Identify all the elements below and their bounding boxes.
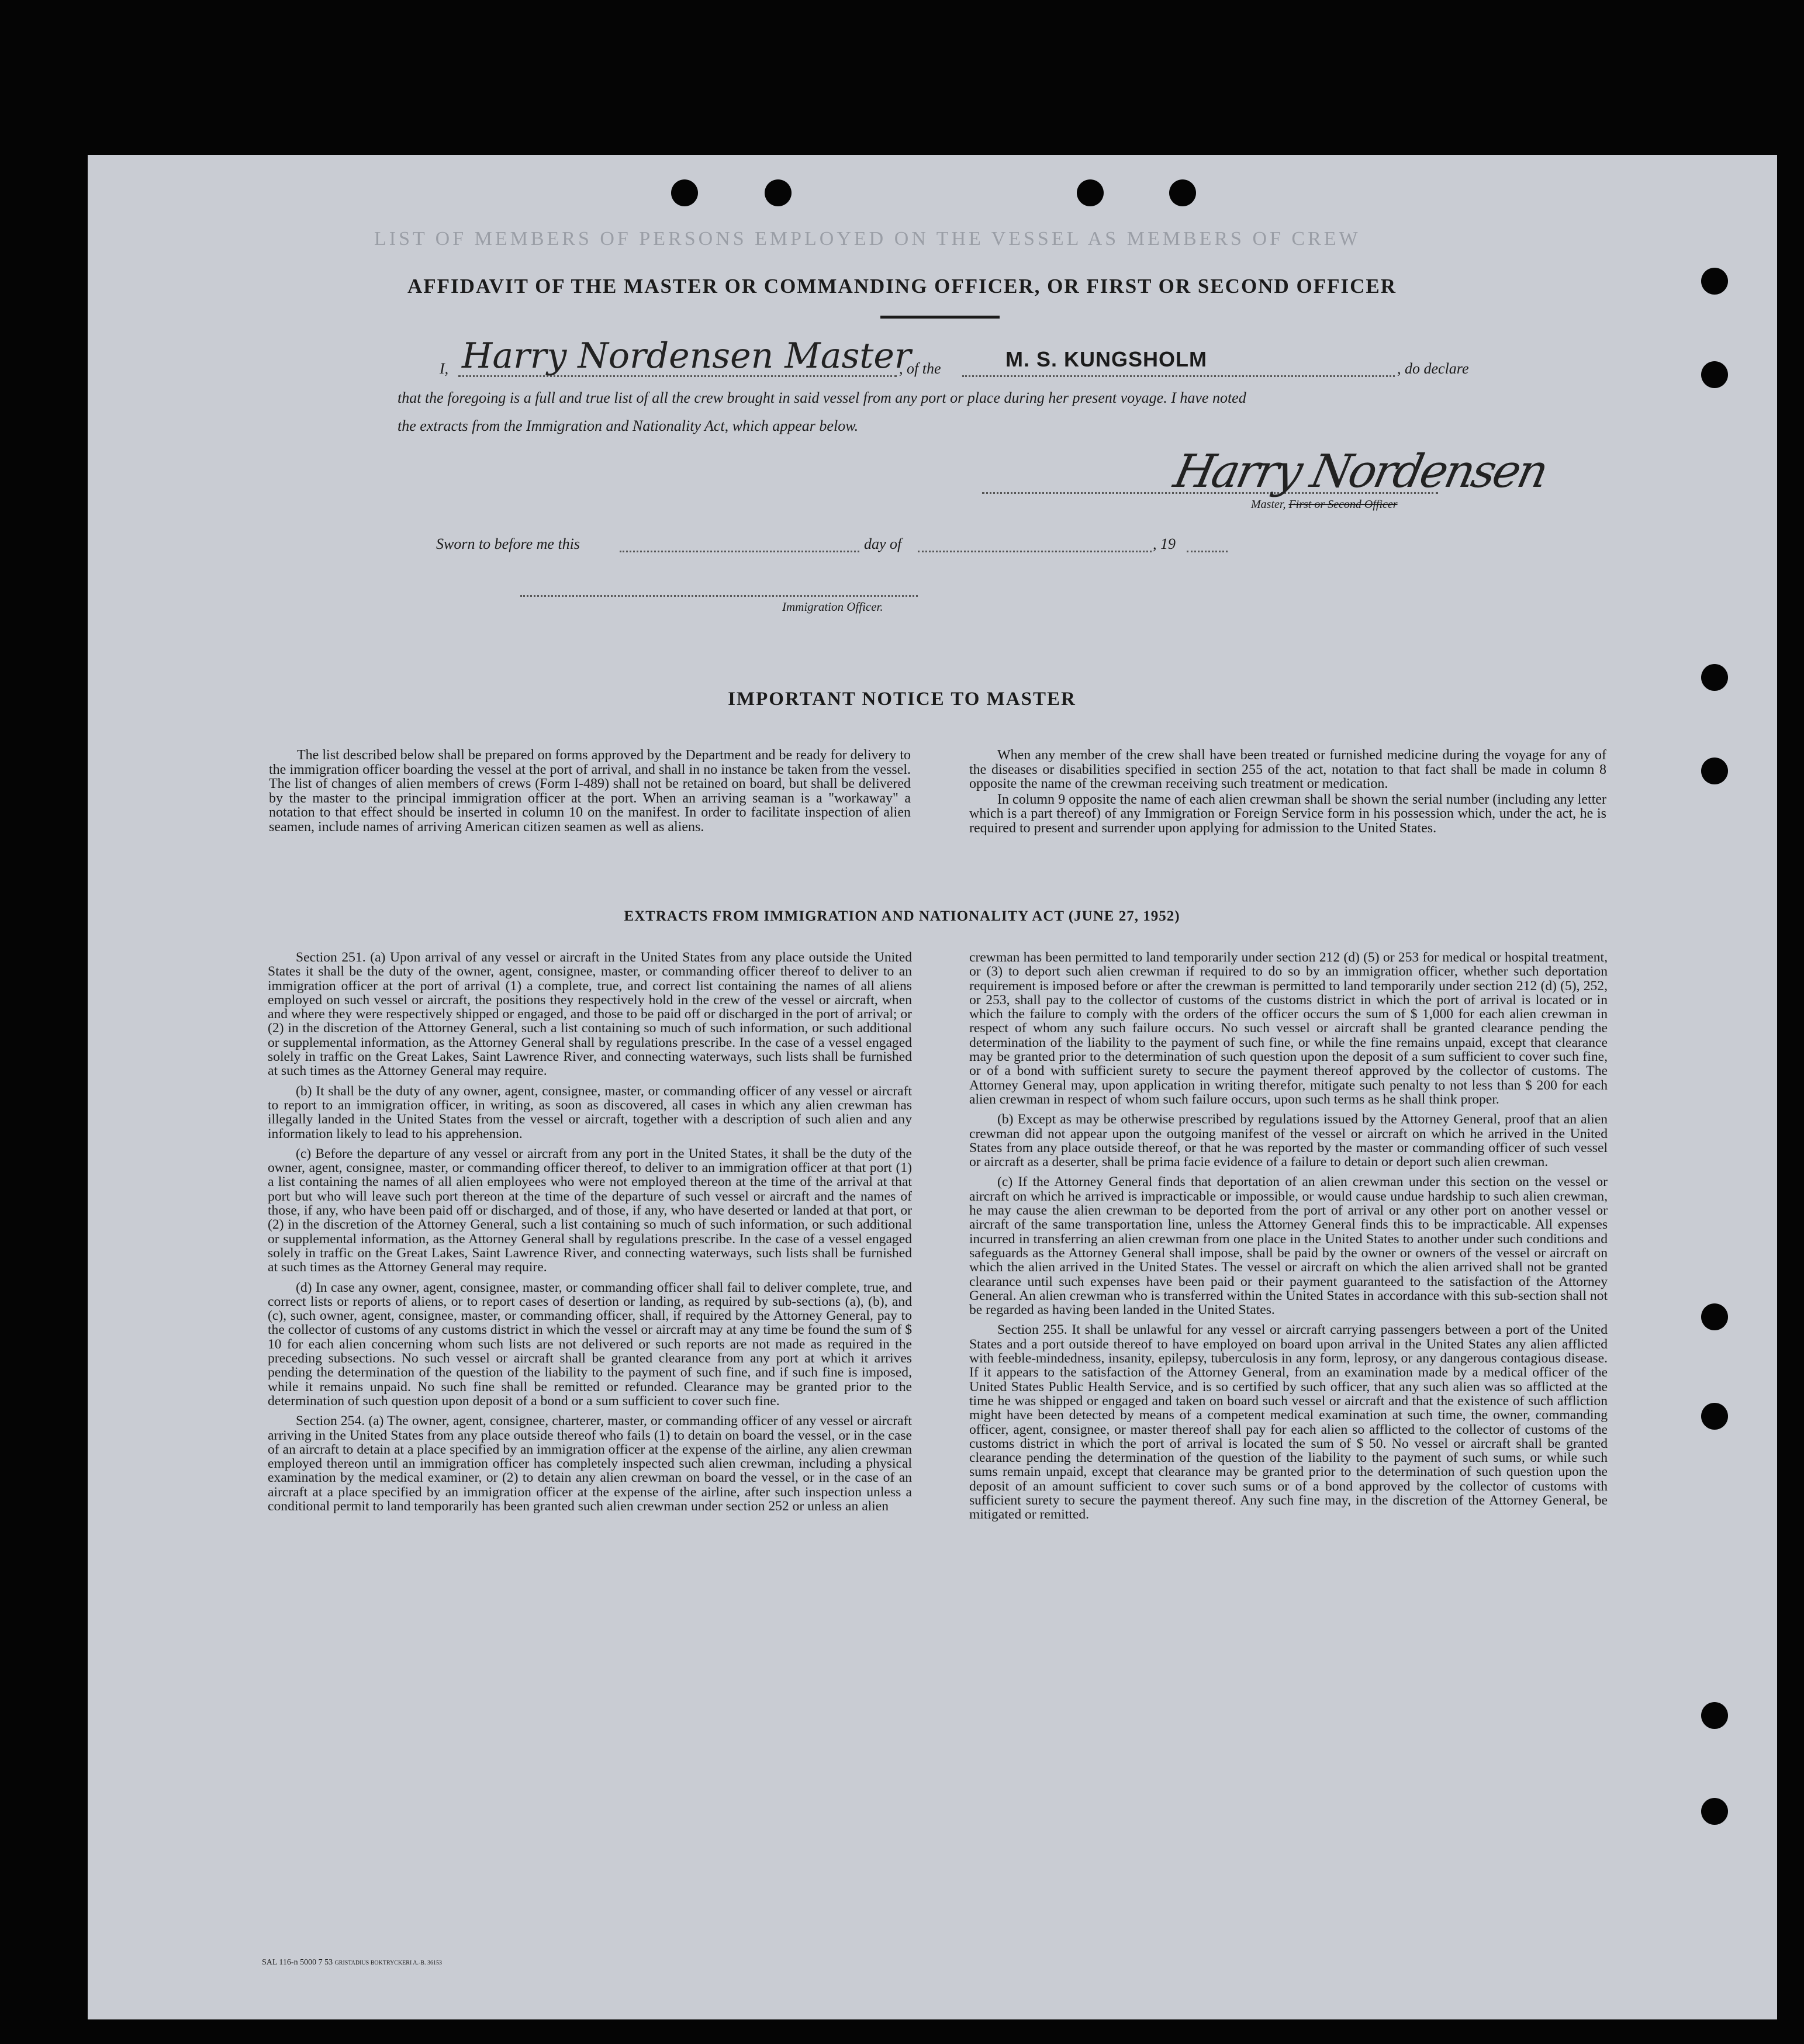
sworn-month-dotted-line — [918, 551, 1152, 552]
section-251b: (b) It shall be the duty of any owner, agent, consignee, master, or commanding officer of any vessel or aircraft to report to an immigration officer, in writing, as soon as discovered, all cases in which any alien crewman has illegally landed in the United States from the vessel or aircraft, together with a description of such alien and any information likely to lead to his apprehension. — [268, 1083, 912, 1142]
sworn-year-dotted-line — [1187, 551, 1228, 552]
form-code — [262, 1958, 442, 1967]
notice-right-column — [969, 748, 1606, 841]
day-of-label: day of — [864, 535, 902, 552]
master-signature: Harry Nordensen — [1169, 445, 1551, 498]
extracts-right-column — [969, 950, 1608, 1528]
section-254a: Section 254. (a) The owner, agent, consignee, charterer, master, or commanding officer of any vessel or aircraft arriving in the United States from any place outside thereof who fails (1) to detain on board the vessel, or in the case of an aircraft to detain at a place specified by an immigration officer at the expense of the airline, any alien crewman employed thereon until an immigration officer has completely inspected such alien crewman, including a physical examination by the medical examiner, or (2) to detain any alien crewman on board the vessel, or in the case of an aircraft at a place specified by an immigration officer at the expense of the airline, after such inspection unless a conditional permit to land temporarily has been granted such alien crewman under section 252 or unless an alien — [268, 1413, 912, 1514]
faint-mirror-header: LIST OF MEMBERS OF PERSONS EMPLOYED ON THE VESSEL AS MEMBERS OF CREW — [374, 228, 1361, 250]
notice-left-column — [269, 748, 911, 840]
signature-caption-master: Master, — [1251, 498, 1289, 511]
year-label: , 19 — [1153, 535, 1176, 552]
punch-hole — [1169, 179, 1196, 206]
vessel-name: M. S. KUNGSHOLM — [1005, 347, 1207, 371]
section-254c: (c) If the Attorney General finds that deportation of an alien crewman under this section on the vessel or aircraft on which he arrived is impracticable or impossible, or would cause undue hardship to such alien crewman, he may cause the alien crewman to be deported from the port of arrival or any other port on another vessel or aircraft of the same transportation line, unless the Attorney General finds this to be impracticable. All expenses incurred in transferring an alien crewman from one place in the United States to another under such conditions and safeguards as the Attorney General shall impose, shall be paid by the owner or owners of the vessel or aircraft on which the alien arrived in the United States. The vessel or aircraft on which the alien arrived shall not be granted clearance until such expenses have been paid or their payment guaranteed to the satisfaction of the Attorney General. An alien crewman who is transferred within the United States in accordance with this sub-section shall not be regarded as having been landed in the United States. — [969, 1174, 1608, 1318]
extracts-left-column — [268, 950, 912, 1519]
punch-hole — [1701, 1798, 1728, 1825]
punch-hole — [1701, 1403, 1728, 1430]
affidavit-line-2: that the foregoing is a full and true list of all the crew brought in said vessel from any port or place during her present voyage. I have noted — [398, 389, 1246, 406]
immigration-officer-label: Immigration Officer. — [782, 600, 883, 614]
punch-hole — [1077, 179, 1104, 206]
vessel-dotted-line — [962, 375, 1395, 377]
punch-hole — [671, 179, 698, 206]
section-254b: (b) Except as may be otherwise prescribed by regulations issued by the Attorney General, proof that an alien crewman did not appear upon the outgoing manifest of the vessel or aircraft on which he arrived in the United States from any place outside thereof, or that he was reported by the master or commanding officer of such vessel or aircraft as a deserter, shall be prima facie evidence of a failure to detain or deport such alien crewman. — [969, 1112, 1608, 1170]
notice-title: IMPORTANT NOTICE TO MASTER — [728, 689, 1076, 710]
notice-right-paragraph-1: When any member of the crew shall have been treated or furnished medicine during the voyage for any of the diseases or disabilities specified in section 255 of the act, notation to that fact shall be made in column 8 opposite the name of the crewman receiving such treatment or medication. — [969, 748, 1606, 791]
section-251a: Section 251. (a) Upon arrival of any vessel or aircraft in the United States from any place outside the United States it shall be the duty of the owner, agent, consignee, master, or commanding officer thereof to deliver to an immigration officer at the port of arrival (1) a complete, true, and correct list containing the names of all aliens employed on such vessel or aircraft, the positions they respectively hold in the crew of the vessel or aircraft, when and where they were respectively shipped or engaged, and those to be paid off or discharged in the port of arrival; or (2) in the discretion of the Attorney General, such a list containing so much of such information, or such additional or supplemental information, as the Attorney General shall by regulations prescribe. In the case of a vessel engaged solely in traffic on the Great Lakes, Saint Lawrence River, and connecting waterways, such lists shall be furnished at such times as the Attorney General may require. — [268, 950, 912, 1079]
affidavit-line-3: the extracts from the Immigration and Nationality Act, which appear below. — [398, 417, 859, 434]
punch-hole — [1701, 664, 1728, 691]
title-rule — [880, 316, 1000, 319]
notice-right-paragraph-2: In column 9 opposite the name of each alien crewman shall be shown the serial number (including any letter which is a part thereof) of any Immigration or Foreign Service form in his possession which, under the act, he is required to present and surrender upon applying for admission to the United States. — [969, 791, 1606, 836]
sworn-day-dotted-line — [620, 551, 859, 552]
of-the-label: , of the — [899, 360, 941, 377]
printer-mark: GRISTADIUS BOKTRYCKERI A.-B. 36153 — [334, 1960, 442, 1966]
section-254a-continued: crewman has been permitted to land temporarily under section 212 (d) (5) or 253 for medical or hospital treatment, or (3) to deport such alien crewman if required to do so by an immigration officer, whether such deportation requirement is imposed before or after the crewman is permitted to land temporarily under section 212 (d) (5), 252, or 253, shall pay to the collector of customs of the customs district in which the port of arrival is located or in which the failure to comply with the orders of the officer occurs the sum of $ 1,000 for each alien crewman in respect of whom any such failure occurs. No such vessel or aircraft shall be granted clearance pending the determination of the liability to the payment of such fine, or while the fine remains unpaid, except that clearance may be granted prior to the determination of such question upon the deposit of a sum sufficient to cover such fine, or of a bond with sufficient surety to secure the payment thereof approved by the collector of customs. The Attorney General may, upon application in writing therefor, mitigate such penalty to not less than $ 200 for each alien crewman in respect of whom such failure occurs, upon such terms as he shall think proper. — [969, 950, 1608, 1107]
punch-hole — [1701, 361, 1728, 388]
extracts-title: EXTRACTS FROM IMMIGRATION AND NATIONALITY ACT (JUNE 27, 1952) — [624, 908, 1180, 924]
officer-dotted-line — [520, 595, 918, 597]
sworn-label: Sworn to before me this — [436, 535, 580, 552]
punch-hole — [765, 179, 792, 206]
form-number: SAL 116-n 5000 7 53 — [262, 1958, 333, 1967]
section-255: Section 255. It shall be unlawful for any vessel or aircraft carrying passengers between a port of the United States and a port outside thereof to have employed on board upon arrival in the United States any alien afflicted with feeble-mindedness, insanity, epilepsy, tuberculosis in any form, leprosy, or any dangerous contagious disease. If it appears to the satisfaction of the Attorney General, from an examination made by a medical officer of the United States Public Health Service, and is so certified by such officer, that any such alien was so afflicted at the time he was shipped or engaged and taken on board such vessel or aircraft and that the existence of such affliction might have been detected by means of a competent medical examination at such time, the owner, commanding officer, agent, consignee, or master thereof shall pay for each alien so afflicted to the collector of customs of the customs district in which the port of arrival is located the sum of $ 50. No vessel or aircraft shall be granted clearance pending the determination of the question of the liability to the payment of such sums, or while such sums remain unpaid, except that clearance may be granted prior to the determination of such question upon the deposit of an amount sufficient to cover such sums or of a bond approved by the collector of customs with sufficient surety to secure the payment thereof. Any such fine may, in the discretion of the Attorney General, be mitigated or remitted. — [969, 1322, 1608, 1523]
signature-caption — [1251, 498, 1398, 511]
section-251d: (d) In case any owner, agent, consignee, master, or commanding officer shall fail to deliver complete, true, and correct lists or reports of aliens, or to report cases of desertion or landing, as required by sub-sections (a), (b), and (c), such owner, agent, consignee, master, or commanding officer, shall, if required by the Attorney General, pay to the collector of customs of any customs district in which the vessel or aircraft may at any time be found the sum of $ 10 for each alien concerning whom such lists are not delivered or such reports are not made as required in the preceding subsections. No such vessel or aircraft shall be granted clearance from any port at which it arrives pending the determination of the question of the liability to the payment of such fine, and if such fine is imposed, while it remains unpaid. No such fine shall be remitted or refunded. Clearance may be granted prior to the determination of such question upon deposit of a bond or a sum sufficient to cover such fine. — [268, 1279, 912, 1409]
punch-hole — [1701, 758, 1728, 784]
punch-hole — [1701, 1702, 1728, 1729]
handwritten-name: Harry Nordensen Master — [462, 336, 911, 376]
section-251c: (c) Before the departure of any vessel or aircraft from any port in the United States, it shall be the duty of the owner, agent, consignee, master, or commanding officer thereof, to deliver to an immigration officer at that port (1) a list containing the names of all alien employees who were not employed thereon at the time of the arrival at that port but who will leave such port thereon at the time of the departure of such vessel or aircraft and the names of those, if any, who have been paid off or discharged, and of those, if any, who have deserted or landed at that port, or (2) in the discretion of the Attorney General, such a list containing so much of such information, or such additional or supplemental information, as the Attorney General shall by regulations prescribe. In the case of a vessel engaged solely in traffic on the Great Lakes, Saint Lawrence River, and connecting waterways, such lists shall be furnished at such times as the Attorney General may require. — [268, 1146, 912, 1275]
notice-left-paragraph: The list described below shall be prepared on forms approved by the Department and be ready for delivery to the immigration officer boarding the vessel at the port of arrival, and shall in no instance be taken from the vessel. The list of changes of alien members of crews (Form I-489) shall not be retained on board, but shall be delivered by the master to the principal immigration officer at the port. When an arriving seaman is a "workaway" a notation to that effect should be inserted in column 10 on the manifest. In order to facilitate inspection of alien seamen, include names of arriving American citizen seamen as well as aliens. — [269, 748, 911, 835]
punch-hole — [1701, 1303, 1728, 1330]
signature-caption-struck: First or Second Officer — [1288, 498, 1398, 511]
affidavit-title: AFFIDAVIT OF THE MASTER OR COMMANDING OFFICER, OR FIRST OR SECOND OFFICER — [407, 275, 1397, 298]
do-declare-label: , do declare — [1397, 360, 1469, 377]
affidavit-i-label: I, — [440, 360, 449, 377]
